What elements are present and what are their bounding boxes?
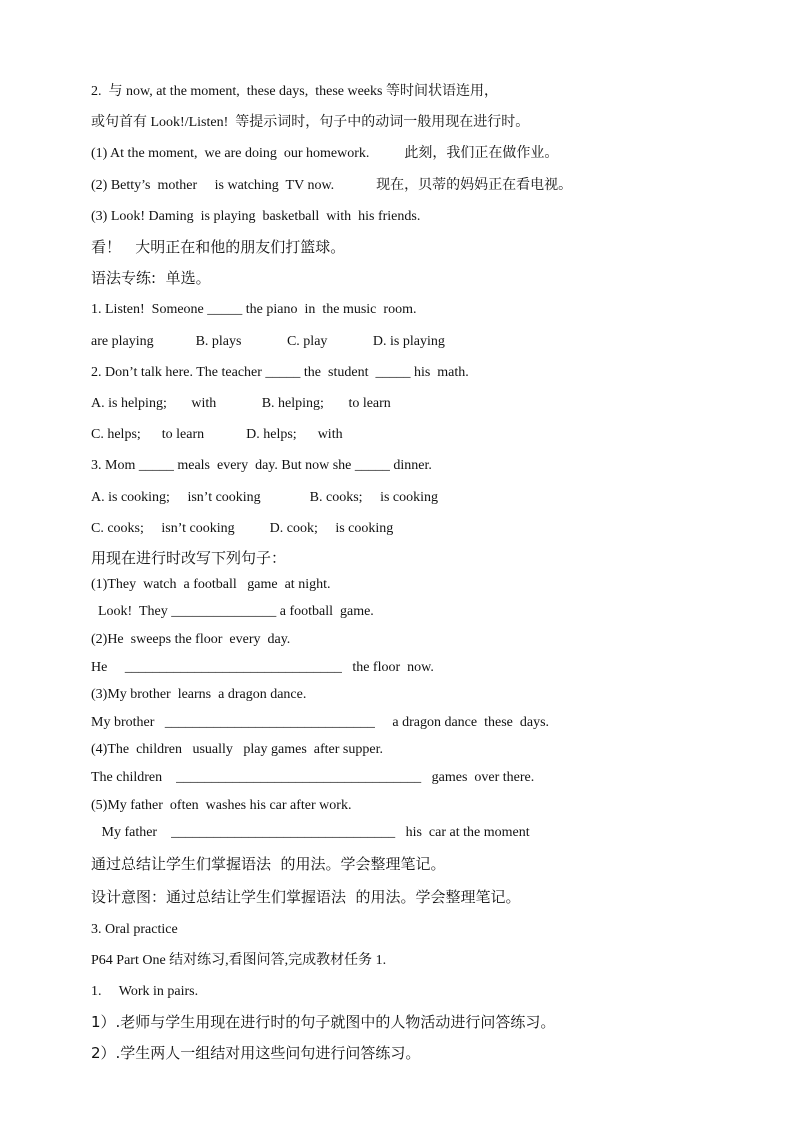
summary-note: 通过总结让学生们掌握语法 的用法。学会整理笔记。	[91, 855, 446, 873]
work-in-pairs: 1. Work in pairs.	[91, 984, 199, 999]
question-3-options-cd: C. cooks; isn’t cooking D. cook; is cooking	[91, 521, 394, 536]
example-3-translation: 看！ 大明正在和他的朋友们打篮球。	[91, 238, 346, 256]
grammar-rule-2: 2. 与 now, at the moment, these days, these weeks 等时间状语连用，	[91, 84, 498, 99]
rewrite-heading: 用现在进行时改写下列句子：	[91, 549, 287, 567]
question-2-options-ab: A. is helping; with B. helping; to learn	[91, 396, 391, 411]
example-2: (2) Betty’s mother is watching TV now. 现在，贝蒂的妈妈正在看电视。	[91, 178, 573, 193]
design-intent: 设计意图：通过总结让学生们掌握语法 的用法。学会整理笔记。	[91, 888, 521, 906]
question-2-options-cd: C. helps; to learn D. helps; with	[91, 427, 343, 442]
rewrite-3-answer: My brother ______________________________ a dragon dance these days.	[91, 715, 550, 730]
p64-part-one: P64 Part One 结对练习,看图问答,完成教材任务 1.	[91, 953, 387, 968]
example-3: (3) Look! Daming is playing basketball with his friends.	[91, 209, 421, 224]
question-1-options: are playing B. plays C. play D. is playing	[91, 334, 445, 349]
rewrite-5: (5)My father often washes his car after work.	[91, 798, 352, 813]
question-3-options-ab: A. is cooking; isn’t cooking B. cooks; is cooking	[91, 490, 439, 505]
rewrite-4-answer: The children ___________________________________ games over there.	[91, 770, 535, 785]
grammar-rule-2-continued: 或句首有 Look!/Listen! 等提示词时，句子中的动词一般用现在进行时。	[91, 115, 530, 130]
rewrite-4: (4)The children usually play games after supper.	[91, 742, 383, 757]
exercise-heading: 语法专练: 单选。	[91, 269, 211, 287]
rewrite-2: (2)He sweeps the floor every day.	[91, 632, 291, 647]
rewrite-5-answer: My father ________________________________ his car at the moment	[91, 825, 530, 840]
step-2: 2）.学生两人一组结对用这些问句进行问答练习。	[91, 1044, 421, 1062]
step-1: 1）.老师与学生用现在进行时的句子就图中的人物活动进行问答练习。	[91, 1013, 556, 1031]
example-1: (1) At the moment, we are doing our homework. 此刻，我们正在做作业。	[91, 146, 559, 161]
rewrite-1-answer: Look! They _______________ a football game.	[91, 604, 374, 619]
question-3: 3. Mom _____ meals every day. But now she _____ dinner.	[91, 458, 432, 473]
question-2: 2. Don’t talk here. The teacher _____ the student _____ his math.	[91, 365, 469, 380]
rewrite-3: (3)My brother learns a dragon dance.	[91, 687, 307, 702]
oral-practice-heading: 3. Oral practice	[91, 922, 178, 937]
rewrite-1: (1)They watch a football game at night.	[91, 577, 331, 592]
question-1: 1. Listen! Someone _____ the piano in the music room.	[91, 302, 417, 317]
rewrite-2-answer: He _______________________________ the floor now.	[91, 660, 434, 675]
